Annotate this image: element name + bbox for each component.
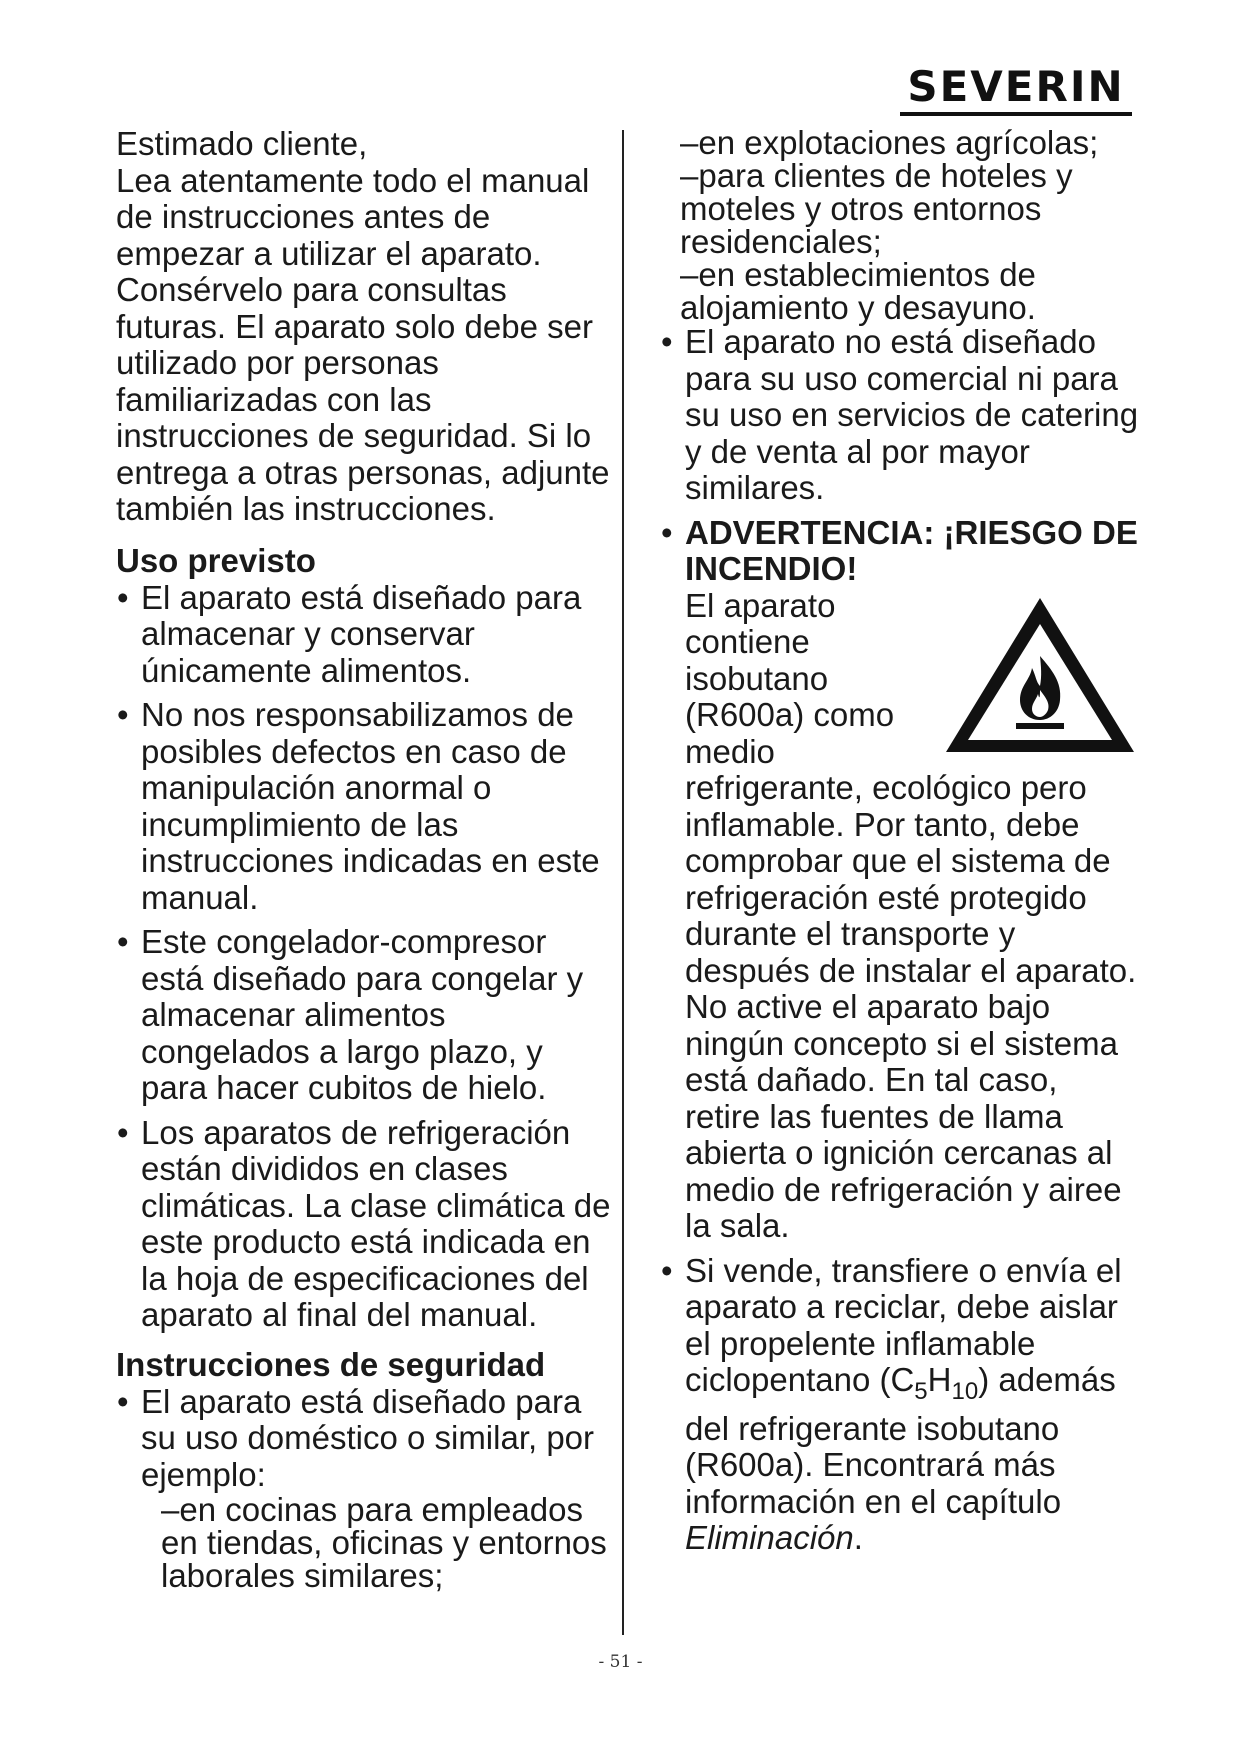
severin-logo: SEVERIN: [900, 62, 1132, 116]
list-item-text: Los aparatos de refrigeración están divididos en clases climáticas. La clase climática de este producto está indicada en la hoja de especificaciones del aparato al final del manual.: [141, 1113, 611, 1333]
chapter-reference: Eliminación: [685, 1519, 854, 1556]
bullet-icon: •: [117, 578, 129, 616]
bullet-icon: •: [661, 323, 673, 360]
list-item: [116, 1115, 616, 1334]
intro-text: Lea atentamente todo el manual de instrucciones antes de empezar a utilizar el aparato. Consérvelo para consultas futuras. El aparato solo debe ser utilizado por personas familiarizadas con las instrucciones de seguridad. Si lo entrega a otras personas, adjunte también las instrucciones.: [116, 161, 610, 527]
list-item-text: Este congelador-compresor está diseñado para congelar y almacenar alimentos congelados a largo plazo, y para hacer cubitos de hielo.: [141, 923, 584, 1106]
sub-item: –para clientes de hoteles y moteles y otros entornos residenciales;: [680, 157, 1073, 260]
list-item-text: Si vende, transfiere o envía el aparato a reciclar, debe aislar el propelente inflamable ciclopentano (C: [685, 1251, 1122, 1398]
formula-h: H: [927, 1361, 952, 1398]
bullet-icon: •: [117, 1113, 129, 1151]
list-item: [116, 580, 616, 690]
bullet-icon: •: [117, 696, 129, 733]
bullet-icon: •: [117, 1382, 129, 1420]
list-item: [660, 1253, 1140, 1557]
list-item: [660, 324, 1140, 507]
safety-list-right: [660, 324, 1140, 1557]
list-item-text: El aparato está diseñado para almacenar y conservar únicamente alimentos.: [141, 578, 582, 689]
list-item: [116, 697, 616, 916]
sub-item: –en explotaciones agrícolas;: [680, 124, 1099, 161]
right-column: [660, 126, 1140, 1565]
subscript-10: 10: [951, 1378, 979, 1405]
flammable-warning-icon: [940, 590, 1140, 760]
list-item-text: No nos responsabilizamos de posibles defectos en caso de manipulación anormal o incumplimiento de las instrucciones indicadas en este manual.: [141, 696, 600, 916]
list-item-text: El aparato está diseñado para su uso doméstico o similar, por ejemplo:: [141, 1382, 595, 1493]
list-item-text: El aparato no está diseñado para su uso comercial ni para su uso en servicios de catering y de venta al por mayor similares.: [685, 323, 1139, 506]
column-divider: [622, 130, 624, 1635]
subscript-5: 5: [914, 1378, 928, 1405]
list-item: [116, 1384, 616, 1593]
list-item-warning: [660, 515, 1140, 1245]
intended-use-list: [116, 580, 616, 1334]
sub-item: –en establecimientos de alojamiento y desayuno.: [680, 256, 1036, 326]
warning-title: ADVERTENCIA: ¡RIESGO DE INCENDIO!: [685, 514, 1138, 587]
list-item: [116, 924, 616, 1107]
safety-list-left: [116, 1384, 616, 1593]
list-item-text: .: [853, 1519, 863, 1556]
sub-item: –en cocinas para empleados en tiendas, oficinas y entornos laborales similares;: [161, 1491, 607, 1594]
left-column: [116, 126, 616, 1600]
page-number: - 51 -: [598, 1652, 643, 1672]
bullet-icon: •: [661, 514, 673, 551]
warning-text: El aparato contiene isobutano (R600a) como medio refrigerante, ecológico pero inflamable. Por tanto, debe comprobar que el sistema de refrigeración esté protegido durante el transporte y después de instalar el aparato. No active el aparato bajo ningún concepto si el sistema está dañado. En tal caso, retire las fuentes de llama abierta o ignición cercanas al medio de refrigeración y airee la sala.: [685, 586, 1137, 1244]
intro-greeting: Estimado cliente,: [116, 125, 368, 162]
bullet-icon: •: [661, 1251, 673, 1289]
safety-heading: Instrucciones de seguridad: [116, 1345, 546, 1383]
intended-use-heading: Uso previsto: [116, 541, 316, 579]
bullet-icon: •: [117, 923, 129, 960]
list-item-text: ) además del refrigerante isobutano (R600a). Encontrará más información en el capítulo: [685, 1361, 1116, 1520]
